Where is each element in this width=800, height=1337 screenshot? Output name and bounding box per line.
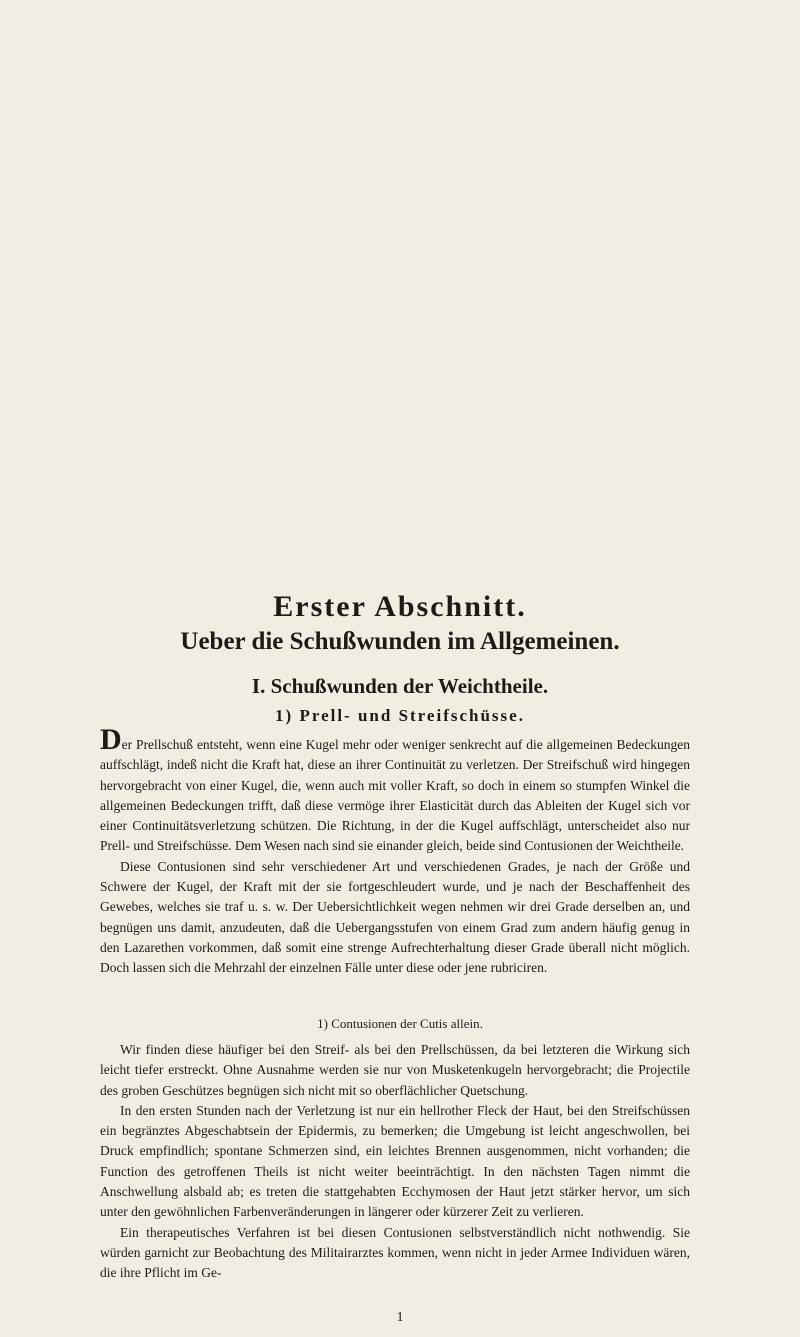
- chapter-subtitle: I. Schußwunden der Weichtheile.: [251, 674, 549, 698]
- paragraph: Diese Contusionen sind sehr verschiedener Art und verschiedenen Grades, je nach der Größe und Schwere der Kugel, der Kraft mit der sie fortgeschleudert wurde, und je nach der Beschaffenheit des Gewebes, welches sie traf u. s. w. Der Uebersichtlichkeit wegen nehmen wir drei Grade derselben an, und begnügen uns damit, anzudeuten, daß die Uebergangsstufen von einem Grad zum andern häufig genug in den Lazarethen vorkommen, daß somit eine strenge Aufrechterhaltung dieser Grade überall nicht möglich. Doch lassen sich die Mehrzahl der einzelnen Fälle unter diese oder jene rubriciren.: [100, 858, 690, 976]
- chapter-title: Ueber die Schußwunden im Allgemeinen.: [180, 628, 620, 655]
- body-text-2: [100, 1040, 690, 1284]
- section-title: Erster Abschnitt.: [273, 590, 527, 623]
- paragraph: Ein therapeutisches Verfahren ist bei diesen Contusionen selbstverständlich nicht nothwendig. Sie würden garnicht zur Beobachtung des Militairarztes kommen, wenn nicht in jeder Armee Individuen wären, die ihre Pflicht im Ge-: [100, 1224, 690, 1281]
- subsection-heading: 1) Contusionen der Cutis allein.: [317, 1016, 483, 1031]
- body-text-1: [100, 723, 690, 979]
- paragraph: Wir finden diese häufiger bei den Streif- als bei den Prellschüssen, da bei letzteren die Wirkung sich leicht tiefer erstreckt. Ohne Ausnahme werden sie nur von Musketenkugeln hervorgebracht; die Projectile des groben Geschützes begnügen sich nicht mit so oberflächlicher Quetschung.: [100, 1042, 690, 1098]
- page-number: 1: [396, 1310, 404, 1325]
- paragraph: In den ersten Stunden nach der Verletzung ist nur ein hellrother Fleck der Haut, bei den Streifschüssen ein begränztes Abgeschabtsein der Epidermis, zu bemerken; die Umgebung ist leicht angeschwollen, bei Druck empfindlich; spontane Schmerzen sind, ein leichtes Brennen ausgenommen, nicht vorhanden; die Function des getroffenen Theils ist nicht weiter beeinträchtigt. In den nächsten Tagen nimmt die Anschwellung alsbald ab; es treten die stattgehabten Ecchymosen der Haut jetzt stärker hervor, um sich unter den gewöhnlichen Farbenveränderungen in längerer oder kürzerer Zeit zu verlieren.: [100, 1102, 690, 1220]
- section-heading: 1) Prell- und Streifschüsse.: [275, 706, 525, 725]
- drop-cap: D: [100, 723, 122, 756]
- paragraph: Der Prellschuß entsteht, wenn eine Kugel mehr oder weniger senkrecht auf die allgemeinen Bedeckungen auffschlägt, indeß nicht die Kraft hat, diese an ihrer Continuität zu verletzen. Der Streifschuß wird hingegen hervorgebracht von einer Kugel, die, wenn auch mit voller Kraft, so doch in einem so stumpfen Winkel die allgemeinen Bedeckungen trifft, daß diese vermöge ihrer Elasticität durch das Ableiten der Kugel sich vor einer Continuitätsverletzung schützen. Die Richtung, in der die Kugel auffschlägt, unterscheidet also nur Prell- und Streifschüsse. Dem Wesen nach sind sie einander gleich, beide sind Contusionen der Weichtheile.: [100, 723, 690, 854]
